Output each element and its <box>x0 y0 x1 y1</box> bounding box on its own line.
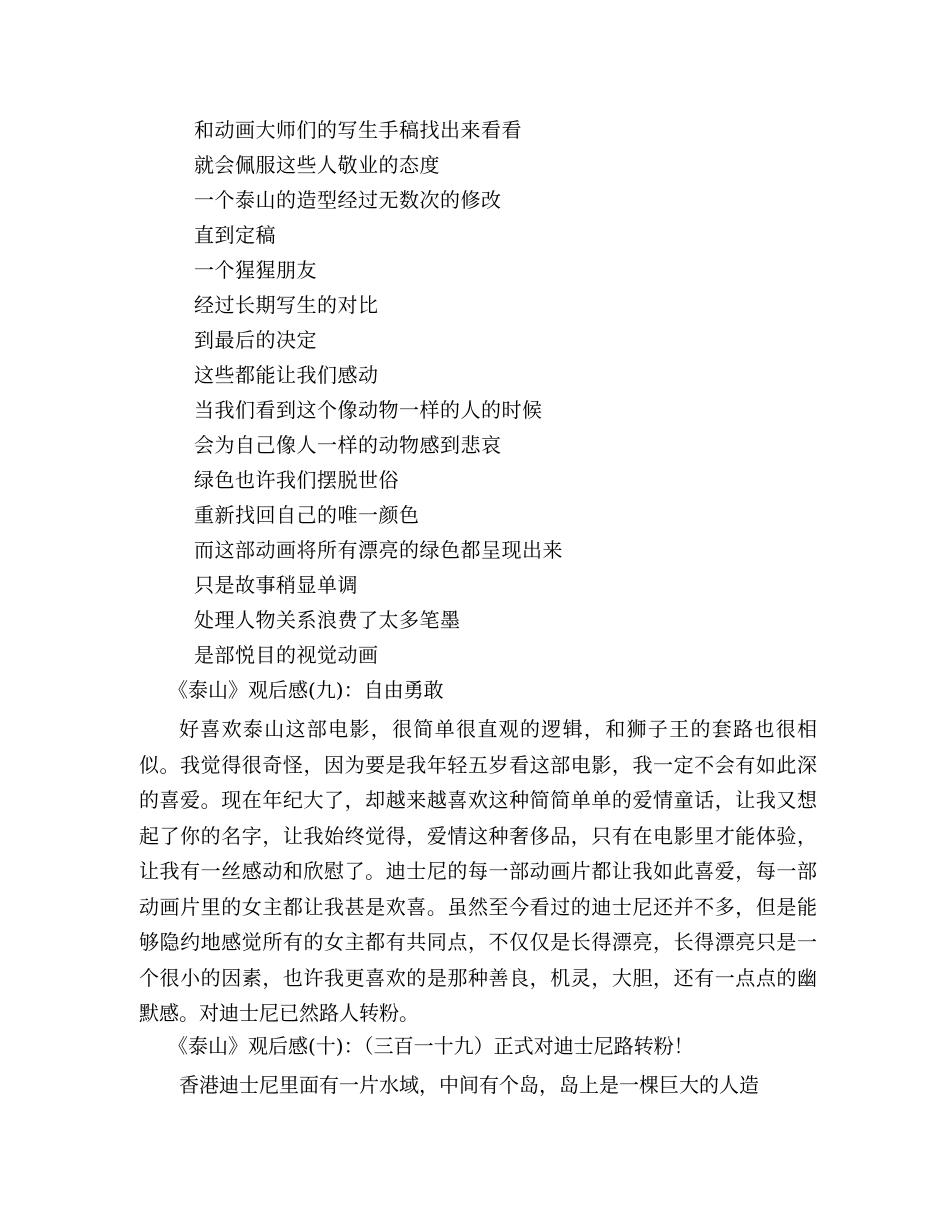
poem-line: 一个泰山的造型经过无数次的修改 <box>194 188 502 212</box>
poem-line: 经过长期写生的对比 <box>194 293 379 317</box>
poem-line: 处理人物关系浪费了太多笔墨 <box>194 608 461 632</box>
poem-line: 重新找回自己的唯一颜色 <box>194 503 420 527</box>
poem-line: 到最后的决定 <box>194 328 317 352</box>
poem-line: 直到定稿 <box>194 223 276 247</box>
poem-line: 和动画大师们的写生手稿找出来看看 <box>194 118 522 142</box>
poem-line: 而这部动画将所有漂亮的绿色都呈现出来 <box>194 538 563 562</box>
poem-line: 一个猩猩朋友 <box>194 258 317 282</box>
poem-line: 当我们看到这个像动物一样的人的时候 <box>194 398 543 422</box>
poem-line: 这些都能让我们感动 <box>194 363 379 387</box>
poem-line: 会为自己像人一样的动物感到悲哀 <box>194 433 502 457</box>
body-paragraph: 香港迪士尼里面有一片水域，中间有个岛，岛上是一棵巨大的人造 <box>179 1073 759 1097</box>
poem-line: 是部悦目的视觉动画 <box>194 643 379 667</box>
body-paragraph: 好喜欢泰山这部电影，很简单很直观的逻辑，和狮子王的套路也很相似。我觉得很奇怪，因为要是我年轻五岁看这部电影，我一定不会有如此深的喜爱。现在年纪大了，却越来越喜欢这种简简单单的爱情童话，让我又想起了你的名字，让我始终觉得，爱情这种奢侈品，只有在电影里才能体验，让我有一丝感动和欣慰了。迪士尼的每一部动画片都让我如此喜爱，每一部动画片里的女主都让我甚是欢喜。虽然至今看过的迪士尼还并不多，但是能够隐约地感觉所有的女主都有共同点，不仅仅是长得漂亮，长得漂亮只是一个很小的因素，也许我更喜欢的是那种善良，机灵，大胆，还有一点点的幽默感。对迪士尼已然路人转粉。 <box>139 717 817 1025</box>
poem-line: 就会佩服这些人敬业的态度 <box>194 153 440 177</box>
poem-line: 绿色也许我们摆脱世俗 <box>194 468 399 492</box>
section-heading: 《泰山》观后感(十)：（三百一十九）正式对迪士尼路转粉！ <box>168 1034 694 1058</box>
poem-line: 只是故事稍显单调 <box>194 573 358 597</box>
section-heading: 《泰山》观后感(九)：自由勇敢 <box>168 678 444 702</box>
